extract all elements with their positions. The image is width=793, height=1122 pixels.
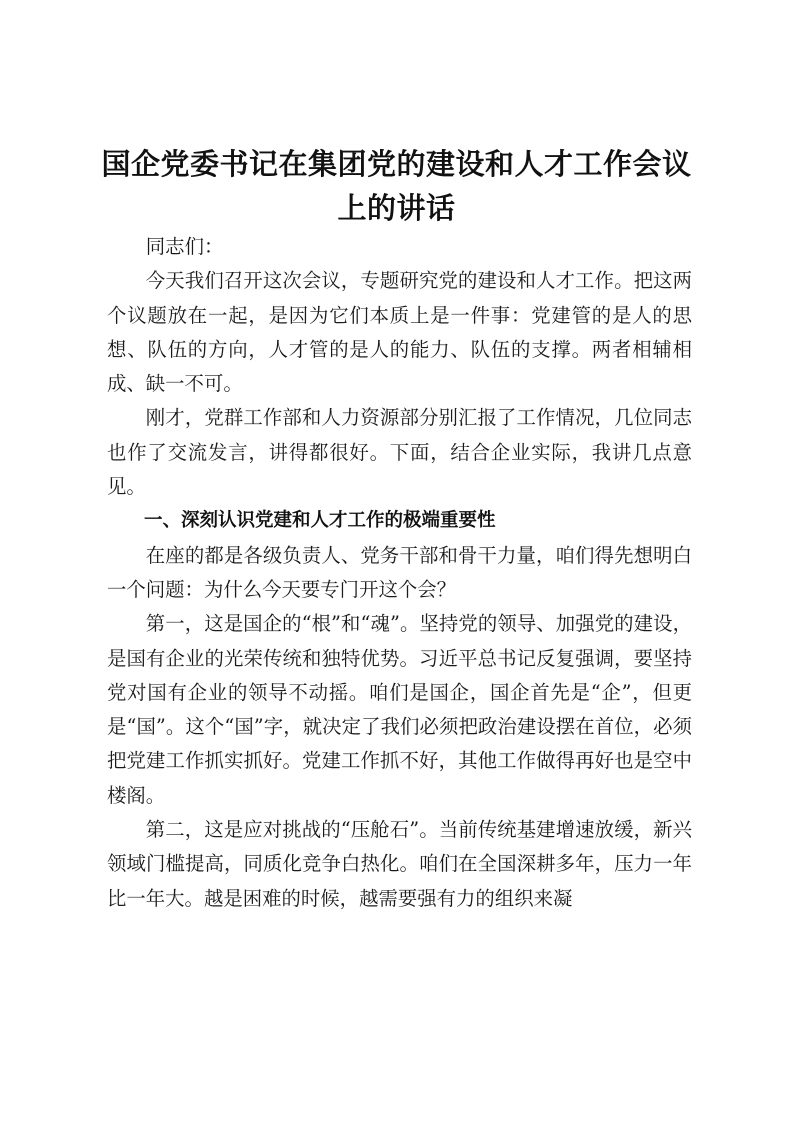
section-paragraph-3: 第二，这是应对挑战的“压舱石”。当前传统基建增速放缓，新兴领域门槛提高，同质化竞争白热化。咱们在全国深耕多年，压力一年比一年大。越是困难的时候，越需要强有力的组织来凝: [107, 818, 692, 910]
salutation: 同志们：: [145, 235, 224, 258]
section-paragraph-2: 第一，这是国企的“根”和“魂”。坚持党的领导、加强党的建设，是国有企业的光荣传统和独特优势。习近平总书记反复强调，要坚持党对国有企业的领导不动摇。咱们是国企，国企首先是“企”，但更是“国”。这个“国”字，就决定了我们必须把政治建设摆在首位，必须把党建工作抓实抓好。党建工作抓不好，其他工作做得再好也是空中楼阁。: [107, 612, 692, 807]
document-title: 国企党委书记在集团党的建设和人才工作会议上的讲话: [101, 147, 692, 225]
intro-paragraph-2: 刚才，党群工作部和人力资源部分别汇报了工作情况，几位同志也作了交流发言，讲得都很好。下面，结合企业实际，我讲几点意见。: [107, 406, 692, 499]
document-body: [107, 230, 692, 916]
section-heading: 一、深刻认识党建和人才工作的极端重要性: [144, 510, 496, 532]
section-paragraph-1: 在座的都是各级负责人、党务干部和骨干力量，咱们得先想明白一个问题：为什么今天要专门开这个会？: [107, 543, 692, 601]
intro-paragraph-1: 今天我们召开这次会议，专题研究党的建设和人才工作。把这两个议题放在一起，是因为它们本质上是一件事：党建管的是人的思想、队伍的方向，人才管的是人的能力、队伍的支撑。两者相辅相成、缺一不可。: [107, 269, 692, 396]
